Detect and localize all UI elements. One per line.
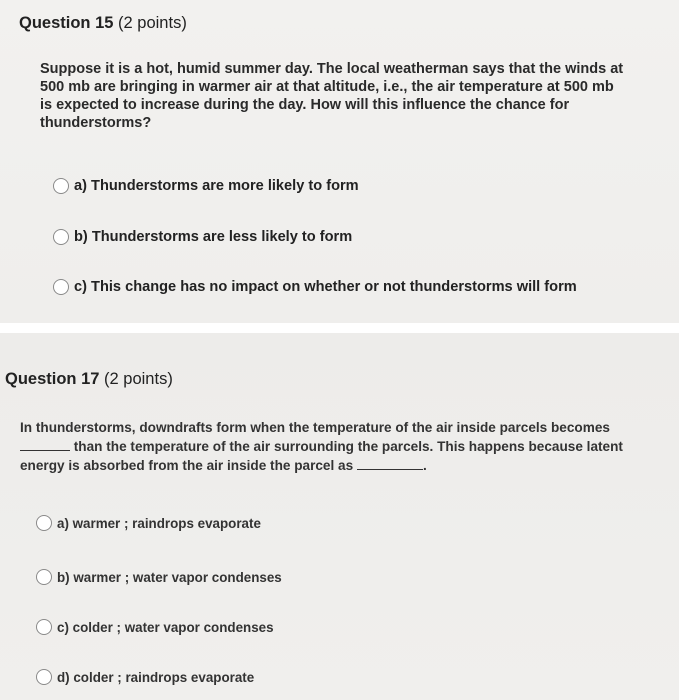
q15-option-b[interactable] (53, 229, 352, 245)
question-17-text-segment: energy is absorbed from the air inside the parcel as (20, 458, 357, 473)
q17-option-d-label: d) colder ; raindrops evaporate (57, 669, 255, 685)
question-17-text-line: In thunderstorms, downdrafts form when the temperature of the air inside parcels becomes (20, 420, 610, 435)
radio-button-icon[interactable] (36, 669, 52, 685)
q15-option-a[interactable] (53, 178, 359, 194)
radio-button-icon[interactable] (36, 619, 52, 635)
q17-option-d[interactable] (36, 669, 254, 685)
q17-option-a[interactable] (36, 515, 261, 531)
question-15-text-line: Suppose it is a hot, humid summer day. The local weatherman says that the winds at (40, 61, 624, 77)
q15-option-b-label: b) Thunderstorms are less likely to form (74, 229, 353, 245)
q15-option-c-label: c) This change has no impact on whether or not thunderstorms will form (74, 279, 577, 295)
radio-button-icon[interactable] (53, 229, 69, 245)
question-15-points: (2 points) (113, 14, 187, 32)
fill-in-blank-1 (20, 438, 70, 451)
question-15-header (19, 14, 187, 33)
question-17-points: (2 points) (99, 370, 173, 388)
question-15-text-line: thunderstorms? (40, 115, 152, 131)
question-17-text-line (20, 437, 623, 456)
question-17-panel (0, 333, 679, 700)
question-17-title: Question 17 (5, 370, 100, 388)
radio-button-icon[interactable] (53, 178, 69, 194)
question-15-panel (0, 0, 679, 323)
q17-option-b-label: b) warmer ; water vapor condenses (57, 569, 282, 585)
question-15-text-line: 500 mb are bringing in warmer air at that altitude, i.e., the air temperature at 500 mb (40, 79, 614, 95)
question-17-text-line (20, 456, 623, 475)
fill-in-blank-2 (357, 457, 423, 470)
question-17-text (20, 418, 623, 475)
question-15-title: Question 15 (19, 14, 114, 32)
question-17-text-segment: . (422, 458, 427, 473)
radio-button-icon[interactable] (36, 515, 52, 531)
question-15-text-line: is expected to increase during the day. How will this influence the chance for (40, 97, 570, 113)
radio-button-icon[interactable] (53, 279, 69, 295)
radio-button-icon[interactable] (36, 569, 52, 585)
q15-option-a-label: a) Thunderstorms are more likely to form (74, 178, 359, 194)
question-17-header (5, 370, 173, 389)
q17-option-c[interactable] (36, 619, 274, 635)
q15-option-c[interactable] (53, 279, 577, 295)
q17-option-c-label: c) colder ; water vapor condenses (57, 619, 274, 635)
question-17-text-segment: than the temperature of the air surrounding the parcels. This happens because latent (70, 439, 623, 454)
q17-option-a-label: a) warmer ; raindrops evaporate (57, 515, 261, 531)
q17-option-b[interactable] (36, 569, 282, 585)
question-15-text (40, 60, 623, 132)
